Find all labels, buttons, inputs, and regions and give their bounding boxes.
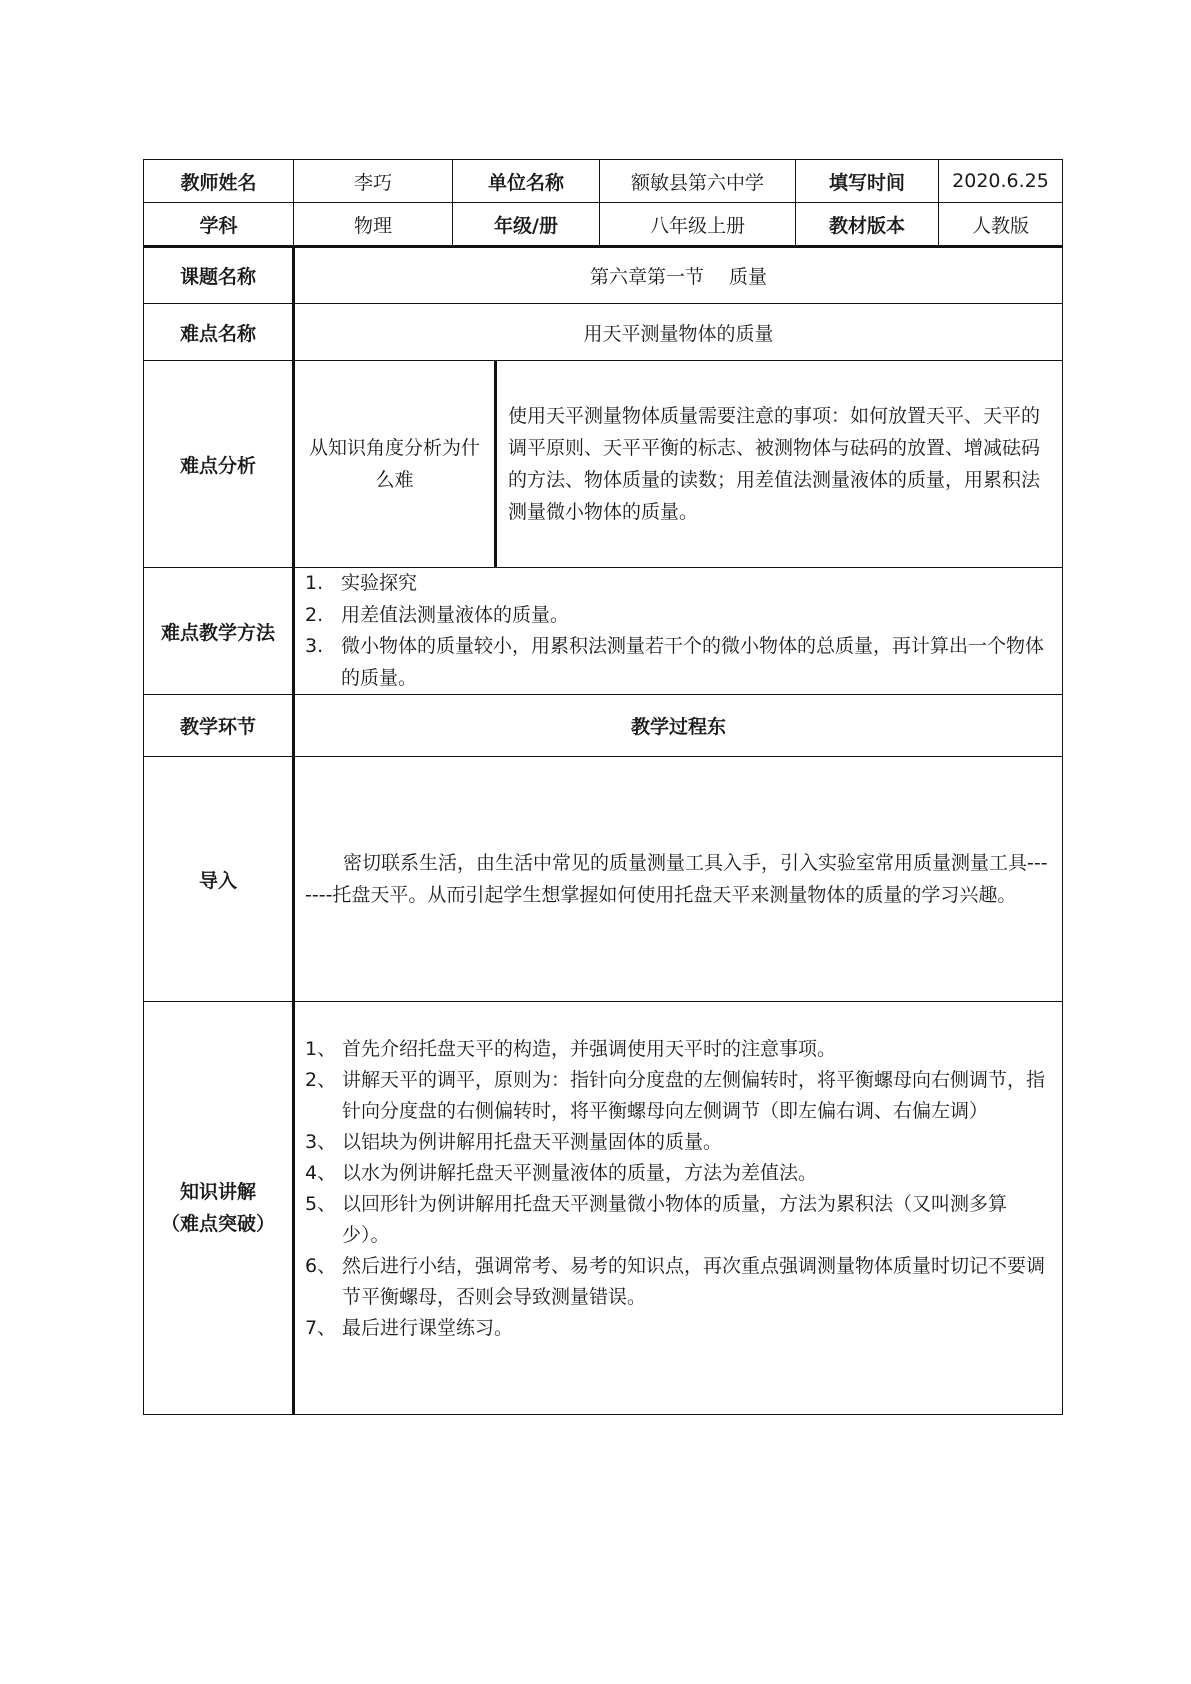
list-item (305, 1158, 1052, 1189)
list-item-text: 实验探究 (341, 572, 418, 594)
list-item-number: 5、 (305, 1193, 337, 1215)
topic-value: 第六章第一节 质量 (294, 247, 1063, 304)
process-header-row (144, 695, 1063, 757)
topic-label: 课题名称 (144, 247, 294, 304)
knowledge-row (144, 1002, 1063, 1415)
list-item (305, 631, 1052, 694)
list-item-number: 3. (305, 635, 324, 657)
list-item-text: 最后进行课堂练习。 (342, 1317, 514, 1339)
intro-text: 密切联系生活，由生活中常见的质量测量工具入手，引入实验室常用质量测量工具-------托盘天平。从而引起学生想掌握如何使用托盘天平来测量物体的质量的学习兴趣。 (294, 757, 1063, 1002)
list-item (305, 600, 1052, 632)
list-item (305, 1251, 1052, 1313)
list-item-text: 以铝块为例讲解用托盘天平测量固体的质量。 (342, 1131, 723, 1153)
list-item (305, 1313, 1052, 1344)
list-item-number: 6、 (305, 1255, 337, 1277)
analysis-label: 难点分析 (144, 361, 294, 568)
list-item-number: 2. (305, 603, 324, 626)
list-item-number: 7、 (305, 1317, 337, 1339)
fill-date-value: 2020.6.25 (939, 160, 1063, 203)
list-item (305, 1034, 1052, 1065)
list-item-text: 用差值法测量液体的质量。 (341, 603, 570, 626)
method-label: 难点教学方法 (144, 568, 294, 695)
analysis-text: 使用天平测量物体质量需要注意的事项：如何放置天平、天平的调平原则、天平平衡的标志、被测物体与砝码的放置、增减砝码的方法、物体质量的读数；用差值法测量液体的质量，用累积法测量微小物体的质量。 (496, 361, 1063, 568)
intro-label: 导入 (144, 757, 294, 1002)
fill-date-label: 填写时间 (796, 160, 939, 203)
method-row (144, 568, 1063, 695)
list-item-text: 然后进行小结，强调常考、易考的知识点，再次重点强调测量物体质量时切记不要调节平衡螺母，否则会导致测量错误。 (342, 1255, 1046, 1308)
list-item (305, 1127, 1052, 1158)
subject-value: 物理 (294, 203, 453, 247)
list-item-text: 以回形针为例讲解用托盘天平测量微小物体的质量，方法为累积法（又叫测多算少）。 (342, 1193, 1008, 1246)
unit-name-value: 额敏县第六中学 (600, 160, 796, 203)
knowledge-list (305, 1034, 1052, 1344)
grade-label: 年级/册 (453, 203, 600, 247)
header-row-1 (144, 160, 1063, 203)
intro-row (144, 757, 1063, 1002)
analysis-sub-label: 从知识角度分析为什么难 (294, 361, 496, 568)
list-item-number: 4、 (305, 1162, 337, 1184)
list-item-text: 微小物体的质量较小，用累积法测量若干个的微小物体的总质量，再计算出一个物体的质量。 (341, 635, 1045, 689)
knowledge-label-line1: 知识讲解 (179, 1181, 256, 1203)
topic-row (144, 247, 1063, 304)
knowledge-label (144, 1002, 294, 1415)
difficulty-row (144, 304, 1063, 361)
header-row-2 (144, 203, 1063, 247)
list-item-text: 讲解天平的调平，原则为：指针向分度盘的左侧偏转时，将平衡螺母向右侧调节，指针向分度盘的右侧偏转时，将平衡螺母向左侧调节（即左偏右调、右偏左调） (342, 1069, 1046, 1122)
list-item-number: 3、 (305, 1131, 337, 1153)
difficulty-label: 难点名称 (144, 304, 294, 361)
list-item (305, 1189, 1052, 1251)
edition-value: 人教版 (939, 203, 1063, 247)
edition-label: 教材版本 (796, 203, 939, 247)
analysis-row (144, 361, 1063, 568)
process-header-value: 教学过程东 (294, 695, 1063, 757)
list-item-number: 1. (305, 572, 324, 594)
lesson-plan-table (143, 159, 1063, 1415)
list-item (305, 568, 1052, 600)
unit-name-label: 单位名称 (453, 160, 600, 203)
list-item-number: 1、 (305, 1038, 337, 1060)
process-step-label: 教学环节 (144, 695, 294, 757)
knowledge-content (294, 1002, 1063, 1415)
list-item-text: 以水为例讲解托盘天平测量液体的质量，方法为差值法。 (342, 1162, 818, 1184)
list-item-text: 首先介绍托盘天平的构造，并强调使用天平时的注意事项。 (342, 1038, 837, 1060)
knowledge-label-line2: （难点突破） (160, 1213, 275, 1235)
grade-value: 八年级上册 (600, 203, 796, 247)
teacher-name-label: 教师姓名 (144, 160, 294, 203)
list-item-number: 2、 (305, 1069, 337, 1091)
method-content (294, 568, 1063, 695)
subject-label: 学科 (144, 203, 294, 247)
method-list (305, 568, 1052, 694)
difficulty-value: 用天平测量物体的质量 (294, 304, 1063, 361)
teacher-name-value: 李巧 (294, 160, 453, 203)
list-item (305, 1065, 1052, 1127)
